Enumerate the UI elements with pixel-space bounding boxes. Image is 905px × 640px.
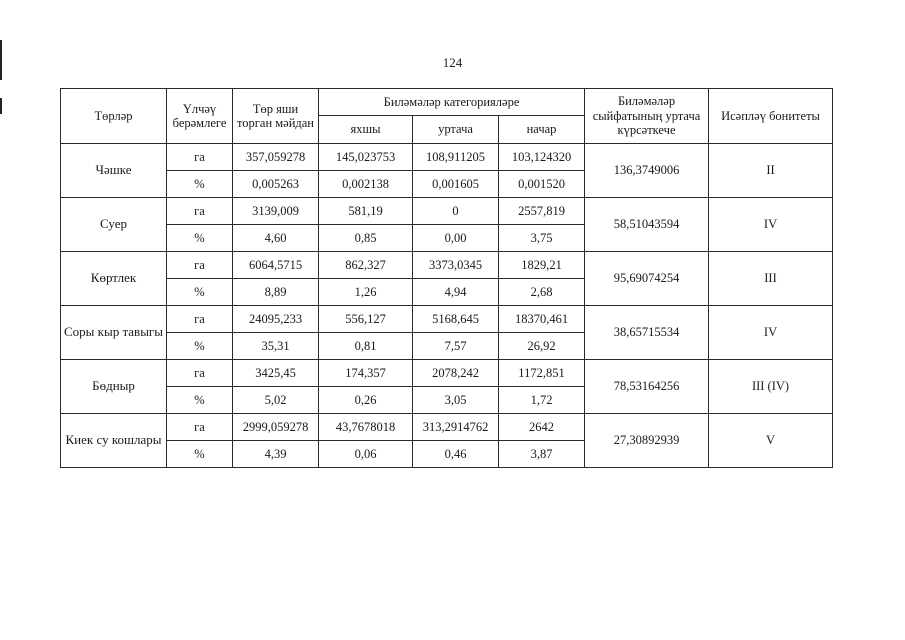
area-cell: 6064,5715 bbox=[233, 252, 319, 279]
poor-cell: 2642 bbox=[499, 414, 585, 441]
bonitet-cell: II bbox=[709, 144, 833, 198]
poor-cell: 2,68 bbox=[499, 279, 585, 306]
average-cell: 0,46 bbox=[413, 441, 499, 468]
average-cell: 7,57 bbox=[413, 333, 499, 360]
header-area: Төр яши торган мәйдан bbox=[233, 89, 319, 144]
header-average: уртача bbox=[413, 116, 499, 144]
unit-cell: га bbox=[167, 198, 233, 225]
species-name: Бөдныр bbox=[61, 360, 167, 414]
header-types: Төрләр bbox=[61, 89, 167, 144]
avg-index-cell: 58,51043594 bbox=[585, 198, 709, 252]
good-cell: 0,06 bbox=[319, 441, 413, 468]
poor-cell: 103,124320 bbox=[499, 144, 585, 171]
average-cell: 0,001605 bbox=[413, 171, 499, 198]
species-name: Киек су кошлары bbox=[61, 414, 167, 468]
unit-cell: га bbox=[167, 360, 233, 387]
table-row bbox=[61, 144, 833, 171]
good-cell: 1,26 bbox=[319, 279, 413, 306]
good-cell: 0,85 bbox=[319, 225, 413, 252]
unit-cell: % bbox=[167, 225, 233, 252]
table-row bbox=[61, 414, 833, 441]
area-cell: 4,60 bbox=[233, 225, 319, 252]
area-cell: 35,31 bbox=[233, 333, 319, 360]
species-name: Соры кыр тавыгы bbox=[61, 306, 167, 360]
header-categories: Биләмәләр категорияләре bbox=[319, 89, 585, 116]
page-edge-mark bbox=[0, 98, 2, 114]
bonitet-cell: III (IV) bbox=[709, 360, 833, 414]
average-cell: 3,05 bbox=[413, 387, 499, 414]
good-cell: 145,023753 bbox=[319, 144, 413, 171]
area-cell: 357,059278 bbox=[233, 144, 319, 171]
bonitet-cell: IV bbox=[709, 306, 833, 360]
habitat-quality-table bbox=[60, 88, 833, 468]
poor-cell: 1172,851 bbox=[499, 360, 585, 387]
unit-cell: % bbox=[167, 441, 233, 468]
avg-index-cell: 27,30892939 bbox=[585, 414, 709, 468]
unit-cell: % bbox=[167, 171, 233, 198]
table-body bbox=[61, 89, 833, 468]
table-row bbox=[61, 198, 833, 225]
poor-cell: 3,75 bbox=[499, 225, 585, 252]
good-cell: 43,7678018 bbox=[319, 414, 413, 441]
header-good: яхшы bbox=[319, 116, 413, 144]
bonitet-cell: III bbox=[709, 252, 833, 306]
species-name: Чәшке bbox=[61, 144, 167, 198]
poor-cell: 1829,21 bbox=[499, 252, 585, 279]
poor-cell: 26,92 bbox=[499, 333, 585, 360]
header-avg-index: Биләмәләр сыйфатының уртача күрсәткече bbox=[585, 89, 709, 144]
good-cell: 0,002138 bbox=[319, 171, 413, 198]
area-cell: 2999,059278 bbox=[233, 414, 319, 441]
area-cell: 5,02 bbox=[233, 387, 319, 414]
poor-cell: 2557,819 bbox=[499, 198, 585, 225]
table-row bbox=[61, 306, 833, 333]
header-row-1 bbox=[61, 89, 833, 116]
poor-cell: 0,001520 bbox=[499, 171, 585, 198]
species-name: Суер bbox=[61, 198, 167, 252]
area-cell: 0,005263 bbox=[233, 171, 319, 198]
unit-cell: % bbox=[167, 333, 233, 360]
good-cell: 0,26 bbox=[319, 387, 413, 414]
unit-cell: га bbox=[167, 306, 233, 333]
average-cell: 4,94 bbox=[413, 279, 499, 306]
good-cell: 581,19 bbox=[319, 198, 413, 225]
table-row bbox=[61, 252, 833, 279]
average-cell: 2078,242 bbox=[413, 360, 499, 387]
average-cell: 108,911205 bbox=[413, 144, 499, 171]
poor-cell: 3,87 bbox=[499, 441, 585, 468]
average-cell: 313,2914762 bbox=[413, 414, 499, 441]
good-cell: 174,357 bbox=[319, 360, 413, 387]
average-cell: 0 bbox=[413, 198, 499, 225]
bonitet-cell: V bbox=[709, 414, 833, 468]
area-cell: 4,39 bbox=[233, 441, 319, 468]
avg-index-cell: 95,69074254 bbox=[585, 252, 709, 306]
avg-index-cell: 38,65715534 bbox=[585, 306, 709, 360]
poor-cell: 1,72 bbox=[499, 387, 585, 414]
area-cell: 8,89 bbox=[233, 279, 319, 306]
header-bonitet: Исәпләү бонитеты bbox=[709, 89, 833, 144]
average-cell: 5168,645 bbox=[413, 306, 499, 333]
average-cell: 0,00 bbox=[413, 225, 499, 252]
area-cell: 24095,233 bbox=[233, 306, 319, 333]
good-cell: 862,327 bbox=[319, 252, 413, 279]
unit-cell: га bbox=[167, 144, 233, 171]
area-cell: 3139,009 bbox=[233, 198, 319, 225]
good-cell: 556,127 bbox=[319, 306, 413, 333]
good-cell: 0,81 bbox=[319, 333, 413, 360]
unit-cell: га bbox=[167, 414, 233, 441]
poor-cell: 18370,461 bbox=[499, 306, 585, 333]
header-poor: начар bbox=[499, 116, 585, 144]
table-row bbox=[61, 360, 833, 387]
unit-cell: % bbox=[167, 387, 233, 414]
unit-cell: га bbox=[167, 252, 233, 279]
average-cell: 3373,0345 bbox=[413, 252, 499, 279]
species-name: Көртлек bbox=[61, 252, 167, 306]
unit-cell: % bbox=[167, 279, 233, 306]
page-number: 124 bbox=[442, 55, 463, 70]
avg-index-cell: 136,3749006 bbox=[585, 144, 709, 198]
avg-index-cell: 78,53164256 bbox=[585, 360, 709, 414]
area-cell: 3425,45 bbox=[233, 360, 319, 387]
header-units: Үлчәү берәмлеге bbox=[167, 89, 233, 144]
bonitet-cell: IV bbox=[709, 198, 833, 252]
